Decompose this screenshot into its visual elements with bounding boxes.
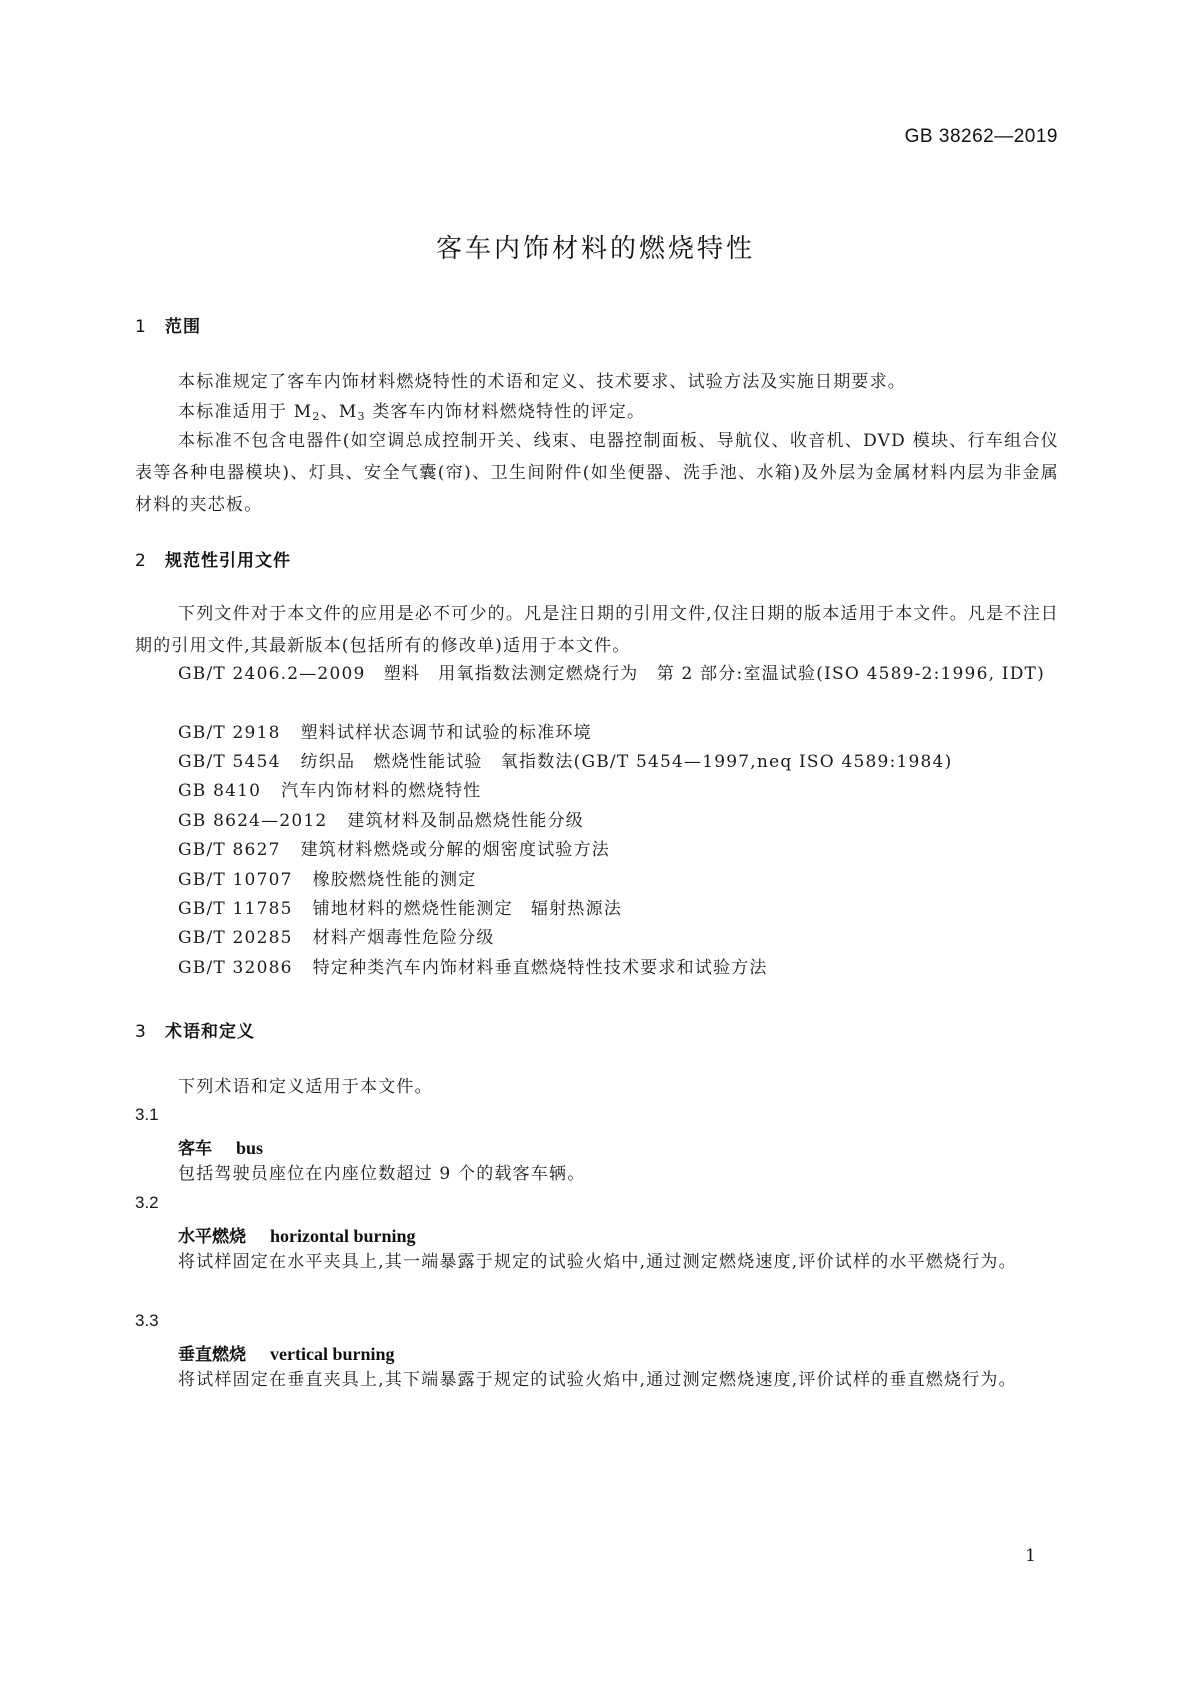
section-2-heading bbox=[135, 546, 291, 571]
term-chinese: 水平燃烧 bbox=[178, 1227, 246, 1247]
term-number: 3.1 bbox=[135, 1105, 159, 1124]
scope-p2-part-b: 、M bbox=[320, 402, 358, 422]
reference-item-0: GB/T 2406.2—2009 塑料 用氧指数法测定燃烧行为 第 2 部分:室温试验(ISO 4589-2:1996, IDT) bbox=[178, 664, 1045, 684]
reference-code: GB/T 11785 bbox=[178, 899, 293, 919]
section-3-number: 3 bbox=[135, 1022, 147, 1042]
reference-item-8 bbox=[178, 922, 495, 954]
reference-item-2 bbox=[178, 746, 952, 778]
section-2-title: 规范性引用文件 bbox=[165, 551, 291, 571]
term-english: horizontal burning bbox=[270, 1226, 416, 1246]
reference-title: 汽车内饰材料的燃烧特性 bbox=[281, 781, 482, 801]
standard-code: GB 38262—2019 bbox=[904, 126, 1058, 147]
term-heading bbox=[178, 1134, 263, 1159]
section-1-number: 1 bbox=[135, 317, 147, 337]
scope-p2-part-a: 本标准适用于 M bbox=[178, 402, 313, 422]
term-definition: 包括驾驶员座位在内座位数超过 9 个的载客车辆。 bbox=[178, 1164, 586, 1184]
section-3-heading bbox=[135, 1017, 255, 1042]
section-1-title: 范围 bbox=[165, 317, 201, 337]
document-title: 客车内饰材料的燃烧特性 bbox=[435, 234, 755, 264]
term-heading bbox=[178, 1340, 395, 1365]
reference-item-5 bbox=[178, 834, 610, 866]
reference-item-4 bbox=[178, 805, 584, 837]
term-number: 3.2 bbox=[135, 1193, 159, 1212]
scope-p2-sub-1: 2 bbox=[312, 410, 321, 423]
term-number: 3.3 bbox=[135, 1311, 159, 1330]
scope-paragraph-3: 本标准不包含电器件(如空调总成控制开关、线束、电器控制面板、导航仪、收音机、DVD 模块、行车组合仪表等各种电器模块)、灯具、安全气囊(帘)、卫生间附件(如坐便器、洗手池、水箱)及外层为金属材料内层为非金属材料的夹芯板。 bbox=[135, 431, 1059, 515]
term-definition: 将试样固定在垂直夹具上,其下端暴露于规定的试验火焰中,通过测定燃烧速度,评价试样的垂直燃烧行为。 bbox=[178, 1370, 1017, 1390]
reference-code: GB/T 2918 bbox=[178, 723, 281, 743]
reference-item-9 bbox=[178, 952, 768, 984]
page-number: 1 bbox=[1025, 1546, 1036, 1566]
scope-paragraph-1: 本标准规定了客车内饰材料燃烧特性的术语和定义、技术要求、试验方法及实施日期要求。 bbox=[178, 372, 906, 392]
term-heading bbox=[178, 1222, 416, 1247]
scope-p2-sub-2: 3 bbox=[357, 410, 366, 423]
term-english: vertical burning bbox=[270, 1344, 395, 1364]
reference-code: GB 8624—2012 bbox=[178, 811, 328, 831]
term-english: bus bbox=[236, 1138, 264, 1158]
reference-title: 橡胶燃烧性能的测定 bbox=[312, 870, 477, 890]
reference-code: GB/T 32086 bbox=[178, 958, 293, 978]
reference-code: GB/T 8627 bbox=[178, 840, 281, 860]
term-chinese: 客车 bbox=[178, 1139, 212, 1159]
section-1-heading bbox=[135, 312, 201, 337]
reference-item-6 bbox=[178, 864, 476, 896]
section-3-title: 术语和定义 bbox=[165, 1022, 255, 1042]
reference-code: GB/T 5454 bbox=[178, 752, 281, 772]
scope-p2-part-c: 类客车内饰材料燃烧特性的评定。 bbox=[365, 402, 646, 422]
reference-title: 建筑材料燃烧或分解的烟密度试验方法 bbox=[300, 840, 611, 860]
term-definition: 将试样固定在水平夹具上,其一端暴露于规定的试验火焰中,通过测定燃烧速度,评价试样的水平燃烧行为。 bbox=[178, 1252, 1017, 1272]
references-intro: 下列文件对于本文件的应用是必不可少的。凡是注日期的引用文件,仅注日期的版本适用于本文件。凡是不注日期的引用文件,其最新版本(包括所有的修改单)适用于本文件。 bbox=[135, 604, 1059, 656]
section-2-number: 2 bbox=[135, 551, 147, 571]
reference-code: GB 8410 bbox=[178, 781, 262, 801]
reference-title: 特定种类汽车内饰材料垂直燃烧特性技术要求和试验方法 bbox=[312, 958, 768, 978]
reference-item-1 bbox=[178, 717, 592, 749]
reference-code: GB/T 20285 bbox=[178, 928, 293, 948]
terms-intro: 下列术语和定义适用于本文件。 bbox=[178, 1077, 433, 1097]
term-chinese: 垂直燃烧 bbox=[178, 1345, 246, 1365]
reference-title: 铺地材料的燃烧性能测定 辐射热源法 bbox=[312, 899, 623, 919]
reference-title: 材料产烟毒性危险分级 bbox=[312, 928, 495, 948]
reference-item-7 bbox=[178, 893, 622, 925]
reference-title: 纺织品 燃烧性能试验 氧指数法(GB/T 5454—1997,neq ISO 4589:1984) bbox=[300, 752, 953, 772]
reference-title: 建筑材料及制品燃烧性能分级 bbox=[347, 811, 585, 831]
reference-title: 塑料试样状态调节和试验的标准环境 bbox=[300, 723, 592, 743]
reference-item-3 bbox=[178, 775, 481, 807]
reference-code: GB/T 10707 bbox=[178, 870, 293, 890]
